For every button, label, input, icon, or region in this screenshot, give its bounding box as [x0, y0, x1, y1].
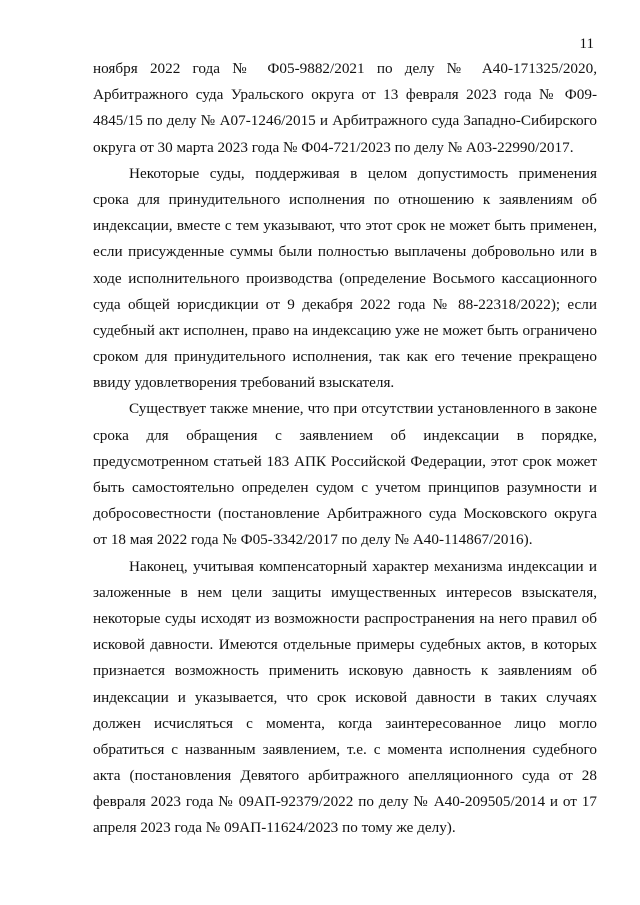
text-line: исковой давности. Имеются отдельные примеры судебных актов, в которых: [93, 636, 597, 654]
text-line: индексации и указывается, что срок исковой давности в таких случаях: [93, 688, 597, 706]
text-line: некоторые суды исходят из возможности распространения на него правил об: [93, 609, 597, 627]
text-line: добросовестности (постановление Арбитражного суда Московского округа: [93, 505, 597, 523]
text-line: срока для обращения с заявлением об индексации в порядке,: [93, 426, 597, 444]
text-line: ходе исполнительного производства (определение Восьмого кассационного: [93, 269, 597, 287]
paragraph: [93, 161, 597, 397]
text-line: апреля 2023 года № 09АП-11624/2023 по тому же делу).: [93, 819, 456, 837]
text-line: быть самостоятельно определен судом с учетом принципов разумности и: [93, 479, 597, 496]
text-line: Существует также мнение, что при отсутствии установленного в законе: [129, 400, 597, 418]
text-line: февраля 2023 года № 09АП-92379/2022 по делу № А40-209505/2014 и от 17: [93, 793, 597, 811]
text-line: срока для принудительного исполнения по отношению к заявлениям об: [93, 190, 597, 208]
text-line: от 18 мая 2022 года № Ф05-3342/2017 по делу № А40-114867/2016).: [93, 531, 533, 549]
document-body: [93, 56, 597, 842]
text-line: суда общей юрисдикции от 9 декабря 2022 года № 88-22318/2022); если: [93, 295, 597, 313]
text-line: индексации, вместе с тем указывают, что этот срок не может быть применен,: [93, 217, 597, 235]
text-line: обратиться с названным заявлением, т.е. с момента исполнения судебного: [93, 740, 597, 758]
text-line: ноября 2022 года № Ф05-9882/2021 по делу № А40-171325/2020,: [93, 60, 597, 77]
text-line: 4845/15 по делу № А07-1246/2015 и Арбитражного суда Западно-Сибирского: [93, 112, 597, 130]
text-line: предусмотренном статьей 183 АПК Российской Федерации, этот срок может: [93, 452, 597, 470]
text-line: сроком для принудительного исполнения, так как его течение прекращено: [93, 348, 597, 366]
text-line: акта (постановления Девятого арбитражного апелляционного суда от 28: [93, 767, 597, 785]
text-line: если присужденные суммы были полностью выплачены добровольно или в: [93, 243, 597, 261]
paragraph: [93, 396, 597, 553]
text-line: округа от 30 марта 2023 года № Ф04-721/2023 по делу № А03-22990/2017.: [93, 138, 574, 156]
text-line: Некоторые суды, поддерживая в целом допустимость применения: [129, 164, 597, 182]
paragraph: [93, 56, 597, 161]
paragraph: [93, 554, 597, 842]
text-line: судебный акт исполнен, право на индексацию уже не может быть ограничено: [93, 321, 597, 339]
text-line: заложенные в нем цели защиты имущественных интересов взыскателя,: [93, 583, 597, 601]
text-line: ввиду удовлетворения требований взыскателя.: [93, 374, 395, 392]
text-line: Наконец, учитывая компенсаторный характер механизма индексации и: [129, 557, 597, 575]
text-line: должен исчисляться с момента, когда заинтересованное лицо могло: [93, 714, 597, 732]
text-line: признается возможность применить исковую давность к заявлениям об: [93, 662, 597, 680]
page-number: 11: [579, 36, 594, 52]
text-line: Арбитражного суда Уральского округа от 13 февраля 2023 года № Ф09-: [93, 86, 597, 104]
